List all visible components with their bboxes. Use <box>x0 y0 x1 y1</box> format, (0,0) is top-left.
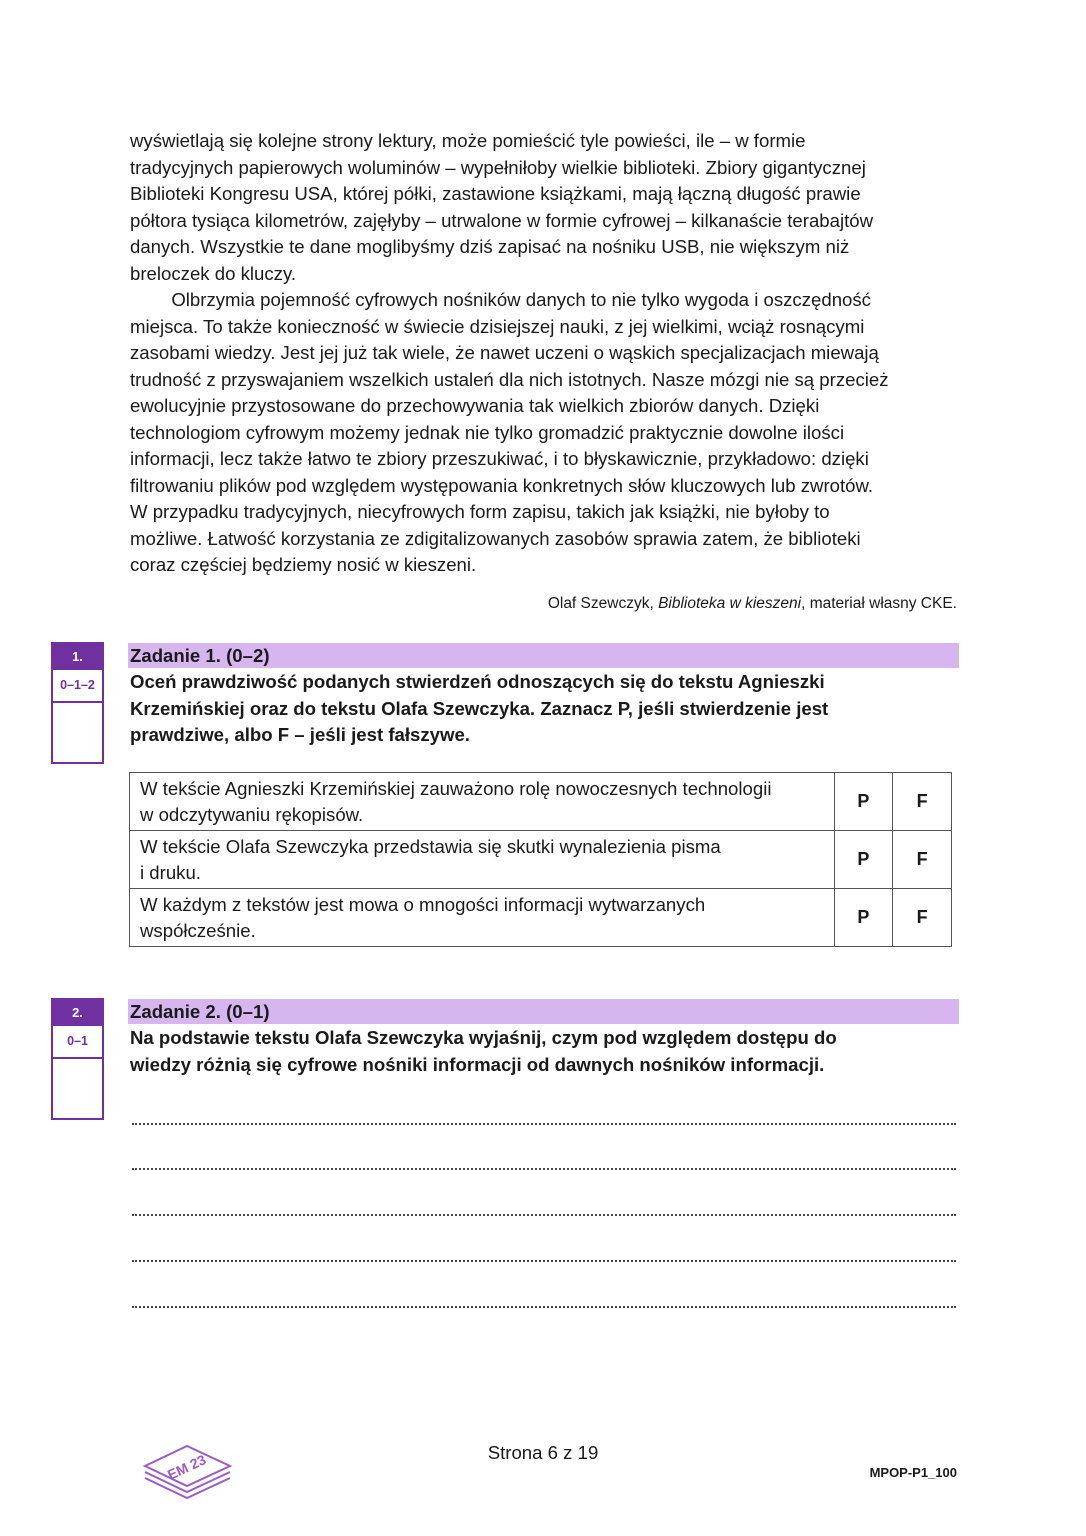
text-line: technologiom cyfrowym możemy jednak nie tylko gromadzić praktycznie dowolne ilości <box>130 421 845 443</box>
task1-instruction <box>130 669 950 749</box>
text-line: trudność z przyswajaniem wszelkich ustaleń dla nich istotnych. Nasze mózgi nie są przecież <box>130 368 889 390</box>
task2-score-box <box>51 998 104 1120</box>
statement-line: w odczytywaniu rękopisów. <box>140 803 364 825</box>
task2-instruction <box>130 1025 950 1078</box>
text-line: miejsca. To także konieczność w świecie dzisiejszej nauki, z jej wielkimi, wciąż rosnącymi <box>130 315 865 337</box>
text-line: Oceń prawdziwość podanych stwierdzeń odnoszących się do tekstu Agnieszki <box>130 671 825 692</box>
task1-number: 1. <box>53 644 102 670</box>
statement-line: współcześnie. <box>140 919 256 941</box>
option-true[interactable]: P <box>834 831 893 889</box>
logo-text: EM 23 <box>164 1451 209 1483</box>
task1-header: Zadanie 1. (0–2) <box>128 643 959 668</box>
text-line: Biblioteki Kongresu USA, której półki, zastawione książkami, mają łączną długość prawie <box>130 183 861 204</box>
statement-line: W tekście Agnieszki Krzemińskiej zauważono rolę nowoczesnych technologii <box>140 777 772 799</box>
option-false[interactable]: F <box>893 889 952 947</box>
text-line: danych. Wszystkie te dane moglibyśmy dziś zapisać na nośniku USB, nie większym niż <box>130 236 850 257</box>
cke-logo <box>140 1430 235 1500</box>
source-rest: , materiał własny CKE. <box>801 595 957 612</box>
text-line: Olbrzymia pojemność cyfrowych nośników danych to nie tylko wygoda i oszczędność <box>130 289 871 310</box>
task1-score-box <box>51 642 104 764</box>
text-line: wiedzy różnią się cyfrowe nośniki informacji od dawnych nośników informacji. <box>130 1053 825 1075</box>
true-false-table <box>129 772 952 947</box>
text-line: Na podstawie tekstu Olafa Szewczyka wyjaśnij, czym pod względem dostępu do <box>130 1027 837 1048</box>
answer-line[interactable] <box>132 1260 956 1262</box>
text-line: coraz częściej będziemy nosić w kieszeni. <box>130 554 477 575</box>
statement-cell <box>130 773 835 831</box>
text-line: ewolucyjnie przystosowane do przechowywania tak wielkich zbiorów danych. Dzięki <box>130 395 820 416</box>
statement-line: W każdym z tekstów jest mowa o mnogości informacji wytwarzanych <box>140 893 706 915</box>
text-line: tradycyjnych papierowych woluminów – wypełniłoby wielkie biblioteki. Zbiory gigantycznej <box>130 156 866 178</box>
text-line: informacji, lecz także łatwo te zbiory przeszukiwać, i to błyskawicznie, przykładowo: dzięki <box>130 448 869 469</box>
statement-cell <box>130 831 835 889</box>
option-false[interactable]: F <box>893 831 952 889</box>
option-true[interactable]: P <box>834 889 893 947</box>
task2-points: 0–1 <box>53 1026 102 1059</box>
answer-line[interactable] <box>132 1123 956 1125</box>
text-line: półtora tysiąca kilometrów, zajęłyby – utrwalone w formie cyfrowej – kilkanaście terabajtów <box>130 209 874 231</box>
task1-score-field[interactable] <box>53 703 102 762</box>
task2-score-field[interactable] <box>53 1059 102 1118</box>
statement-line: W tekście Olafa Szewczyka przedstawia się skutki wynalezienia pisma <box>140 835 721 857</box>
source-title: Biblioteka w kieszeni <box>658 595 802 612</box>
passage-paragraph-2 <box>130 287 960 579</box>
table-row <box>130 889 952 947</box>
text-line: wyświetlają się kolejne strony lektury, może pomieścić tyle powieści, ile – w formie <box>130 130 806 151</box>
text-line: zasobami wiedzy. Jest jej już tak wiele, że nawet uczeni o wąskich specjalizacjach miewają <box>130 342 879 363</box>
text-line: prawdziwe, albo F – jeśli jest fałszywe. <box>130 724 470 745</box>
passage-paragraph-1 <box>130 128 960 287</box>
page-number: Strona 6 z 19 <box>487 1442 599 1463</box>
statement-cell <box>130 889 835 947</box>
task1-points: 0–1–2 <box>53 670 102 703</box>
text-line: Krzemińskiej oraz do tekstu Olafa Szewczyka. Zaznacz P, jeśli stwierdzenie jest <box>130 697 829 719</box>
option-false[interactable]: F <box>893 773 952 831</box>
answer-line[interactable] <box>132 1214 956 1216</box>
option-true[interactable]: P <box>834 773 893 831</box>
answer-line[interactable] <box>132 1306 956 1308</box>
task2-header: Zadanie 2. (0–1) <box>128 999 959 1024</box>
text-line: W przypadku tradycyjnych, niecyfrowych form zapisu, takich jak książki, nie byłoby to <box>130 501 830 522</box>
text-line: filtrowaniu plików pod względem występowania konkretnych słów kluczowych lub zwrotów. <box>130 474 874 496</box>
text-line: możliwe. Łatwość korzystania ze zdigitalizowanych zasobów sprawia zatem, że biblioteki <box>130 527 861 549</box>
task2-number: 2. <box>53 1000 102 1026</box>
statement-line: i druku. <box>140 861 201 883</box>
table-row <box>130 831 952 889</box>
source-citation <box>130 594 957 614</box>
answer-line[interactable] <box>132 1168 956 1170</box>
table-row <box>130 773 952 831</box>
document-code: MPOP-P1_100 <box>869 1465 957 1480</box>
source-author: Olaf Szewczyk, <box>547 595 659 612</box>
text-line: breloczek do kluczy. <box>130 262 297 284</box>
